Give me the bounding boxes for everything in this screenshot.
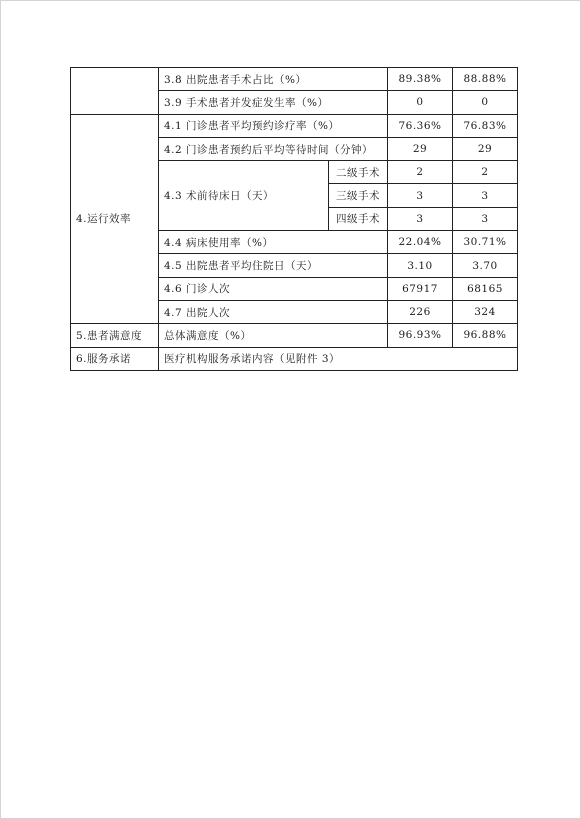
- metric-cell: 总体满意度（%）: [159, 324, 388, 347]
- value-cell: 68165: [453, 277, 518, 300]
- value-cell: 96.93%: [388, 324, 453, 347]
- value-cell: 3: [453, 184, 518, 207]
- metric-cell: 4.4 病床使用率（%）: [159, 231, 388, 254]
- metric-cell: 4.2 门诊患者预约后平均等待时间（分钟）: [159, 137, 388, 160]
- table-row: [71, 114, 518, 137]
- value-cell: 324: [453, 300, 518, 323]
- category-cell: 4.运行效率: [71, 114, 159, 324]
- value-cell: 67917: [388, 277, 453, 300]
- metric-cell: 4.5 出院患者平均住院日（天）: [159, 254, 388, 277]
- category-cell: [71, 68, 159, 115]
- value-cell: 76.83%: [453, 114, 518, 137]
- table-row: [71, 68, 518, 91]
- metric-cell: 4.3 术前待床日（天）: [159, 161, 329, 231]
- metric-cell: 医疗机构服务承诺内容（见附件 3）: [159, 347, 518, 370]
- value-cell: 89.38%: [388, 68, 453, 91]
- value-cell: 3.10: [388, 254, 453, 277]
- value-cell: 96.88%: [453, 324, 518, 347]
- category-cell: 5.患者满意度: [71, 324, 159, 347]
- metric-cell: 3.8 出院患者手术占比（%）: [159, 68, 388, 91]
- value-cell: 0: [388, 91, 453, 114]
- value-cell: 29: [388, 137, 453, 160]
- metric-cell: 4.1 门诊患者平均预约诊疗率（%）: [159, 114, 388, 137]
- sub-metric-cell: 三级手术: [329, 184, 388, 207]
- value-cell: 226: [388, 300, 453, 323]
- table-row: [71, 347, 518, 370]
- value-cell: 2: [388, 161, 453, 184]
- metric-cell: 4.6 门诊人次: [159, 277, 388, 300]
- value-cell: 22.04%: [388, 231, 453, 254]
- sub-metric-cell: 二级手术: [329, 161, 388, 184]
- value-cell: 29: [453, 137, 518, 160]
- value-cell: 3: [453, 207, 518, 230]
- value-cell: 3: [388, 207, 453, 230]
- metric-cell: 4.7 出院人次: [159, 300, 388, 323]
- value-cell: 3.70: [453, 254, 518, 277]
- hospital-metrics-table: [70, 67, 518, 371]
- value-cell: 30.71%: [453, 231, 518, 254]
- value-cell: 0: [453, 91, 518, 114]
- value-cell: 88.88%: [453, 68, 518, 91]
- value-cell: 2: [453, 161, 518, 184]
- metric-cell: 3.9 手术患者并发症发生率（%）: [159, 91, 388, 114]
- table-row: [71, 324, 518, 347]
- value-cell: 3: [388, 184, 453, 207]
- sub-metric-cell: 四级手术: [329, 207, 388, 230]
- value-cell: 76.36%: [388, 114, 453, 137]
- category-cell: 6.服务承诺: [71, 347, 159, 370]
